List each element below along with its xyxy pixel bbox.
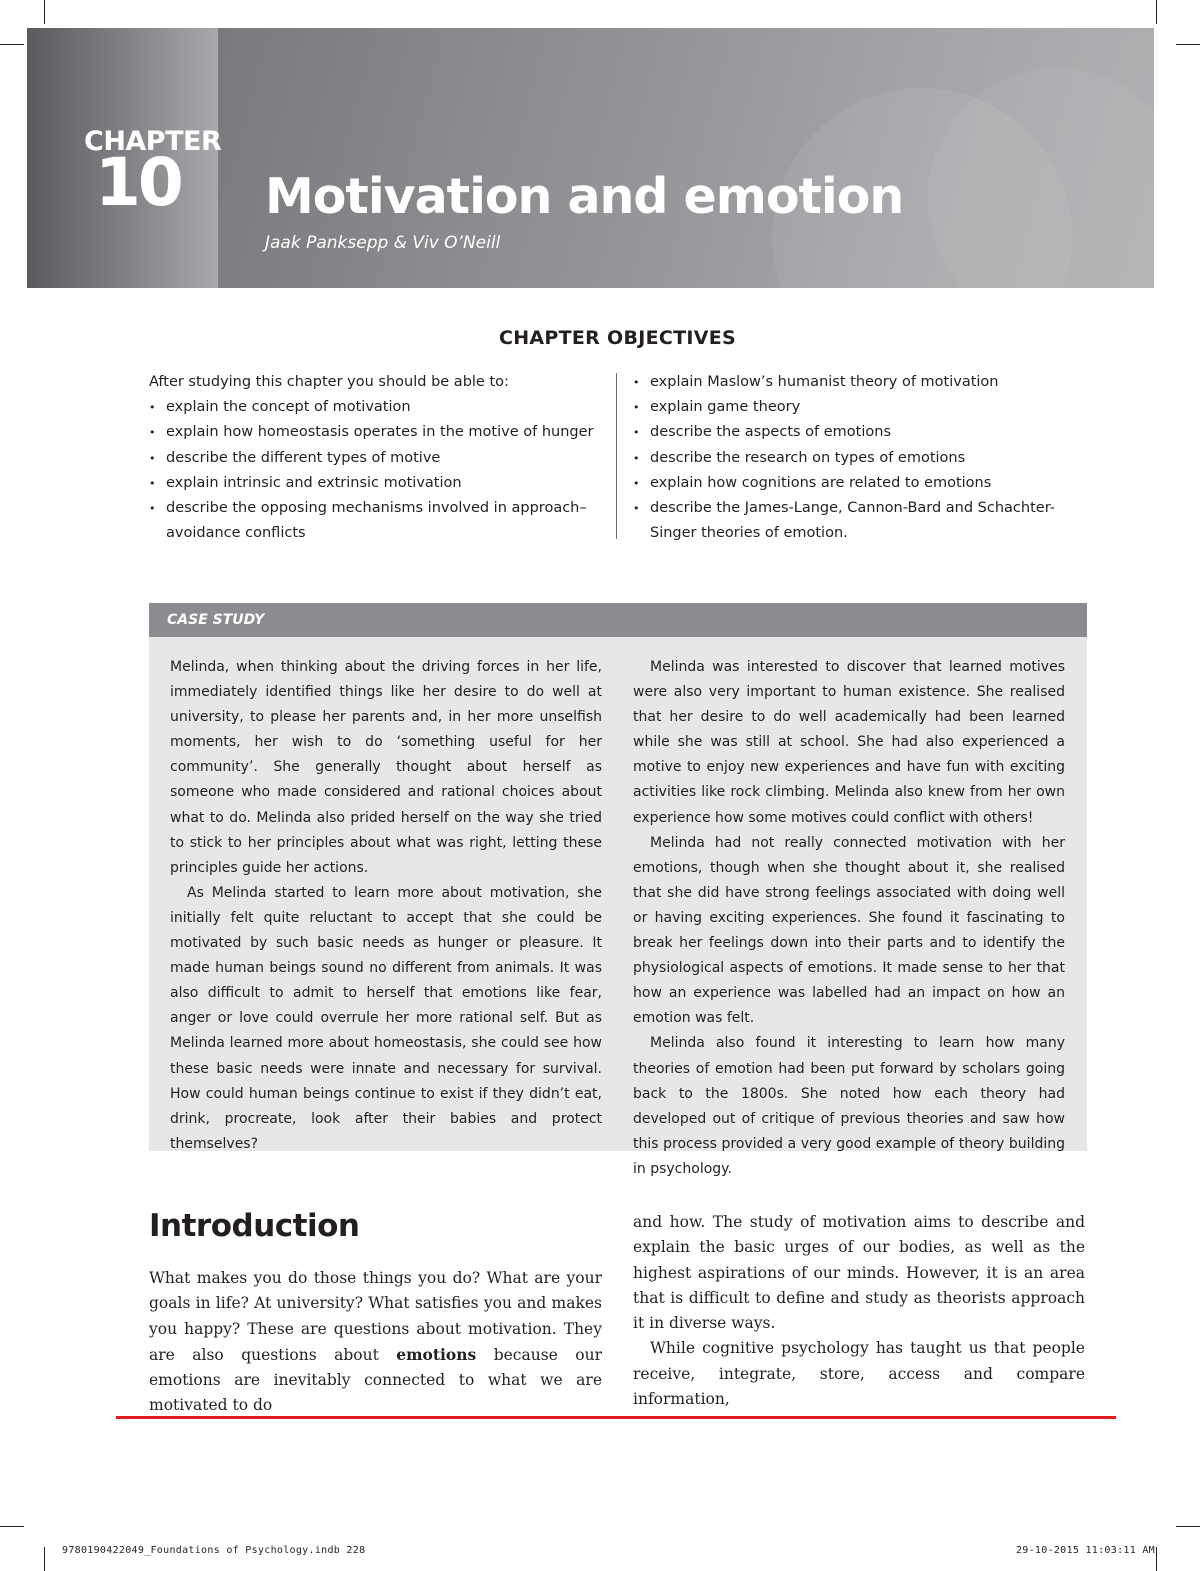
objectives-heading: CHAPTER OBJECTIVES xyxy=(498,327,737,349)
introduction-left-column xyxy=(149,1266,602,1419)
column-divider xyxy=(616,373,617,539)
objective-item: • explain intrinsic and extrinsic motivation xyxy=(149,471,599,496)
objective-item: • explain Maslow’s humanist theory of motivation xyxy=(633,370,1093,395)
file-slug: 9780190422049_Foundations of Psychology.indb 228 xyxy=(62,1545,366,1556)
case-paragraph: Melinda had not really connected motivation with her emotions, though when she thought about it, she realised that she did have strong feelings associated with doing well or having exciting experiences. She found it fascinating to break her feelings down into their parts and to identify the physiological aspects of emotions. It made sense to her that how an experience was labelled had an impact on how an emotion was felt. xyxy=(633,834,1065,1027)
objective-item: • explain how cognitions are related to emotions xyxy=(633,471,1093,496)
crop-mark xyxy=(1176,1526,1200,1527)
objective-item: • explain game theory xyxy=(633,395,1093,420)
chapter-title: Motivation and emotion xyxy=(265,168,904,225)
case-paragraph: As Melinda started to learn more about motivation, she initially felt quite reluctant to accept that she could be motivated by such basic needs as hunger or pleasure. It made human beings sound no different from animals. It was also difficult to admit to herself that emotions like fear, anger or love could overrule her more rational self. But as Melinda learned more about homeostasis, she could see how these basic needs were innate and necessary for survival. How could human beings continue to exist if they didn’t eat, drink, procreate, look after their babies and protect themselves? xyxy=(170,884,602,1152)
objectives-list-right xyxy=(633,370,1093,546)
intro-paragraph: and how. The study of motivation aims to describe and explain the basic urges of our bodies, as well as the highest aspirations of our minds. However, it is an area that is difficult to define and study as theorists approach it in diverse ways. xyxy=(633,1213,1085,1333)
chapter-banner xyxy=(27,28,1154,288)
crop-mark xyxy=(1156,0,1157,24)
objective-item: • describe the opposing mechanisms involved in approach–avoidance conflicts xyxy=(149,496,599,546)
objectives-left-column xyxy=(149,370,599,546)
objectives-intro: After studying this chapter you should be able to: xyxy=(149,374,509,390)
objective-item: • explain how homeostasis operates in the motive of hunger xyxy=(149,420,599,445)
objective-item: • explain the concept of motivation xyxy=(149,395,599,420)
crop-mark xyxy=(44,1547,45,1571)
intro-paragraph xyxy=(149,1266,602,1419)
intro-text: What makes you do those things you do? What are your goals in life? At university? What satisfies you and makes you happy? These are questions about motivation. They are also questions about xyxy=(149,1269,602,1364)
crop-mark xyxy=(1176,44,1200,45)
case-study-header xyxy=(149,603,1087,637)
case-paragraph: Melinda was interested to discover that learned motives were also very important to human existence. She realised that her desire to do well academically had been learned while she was still at school. She had also experienced a motive to enjoy new experiences and have fun with exciting activities like rock climbing. Melinda also knew from her own experience how some motives could conflict with others! xyxy=(633,659,1065,826)
chapter-authors: Jaak Panksepp & Viv O’Neill xyxy=(265,233,501,253)
objective-item: • describe the James-Lange, Cannon-Bard and Schachter-Singer theories of emotion. xyxy=(633,496,1093,546)
crop-mark xyxy=(44,0,45,24)
page-bottom-rule xyxy=(116,1416,1116,1419)
crop-mark xyxy=(0,1526,24,1527)
case-paragraph: Melinda, when thinking about the driving forces in her life, immediately identified things like her desire to do well at university, to please her parents and, in her more unselfish moments, her wish to do ‘something useful for her community’. She generally thought about herself as someone who made considered and rational choices about what to do. Melinda also prided herself on the way she tried to stick to her principles about what was right, letting these principles guide her actions. xyxy=(170,659,602,876)
introduction-heading: Introduction xyxy=(149,1208,360,1244)
chapter-label: CHAPTER xyxy=(84,126,222,157)
case-study-label: CASE STUDY xyxy=(167,612,265,628)
timestamp-slug: 29-10-2015 11:03:11 AM xyxy=(1015,1545,1155,1556)
key-term: emotions xyxy=(396,1344,477,1364)
crop-mark xyxy=(0,44,24,45)
objective-item: • describe the aspects of emotions xyxy=(633,420,1093,445)
crop-mark xyxy=(1156,1547,1157,1571)
intro-text: because our emotions are inevitably connected to what we are motivated to do xyxy=(149,1345,602,1415)
intro-paragraph: While cognitive psychology has taught us that people receive, integrate, store, access and compare information, xyxy=(633,1339,1085,1409)
chapter-number: 10 xyxy=(95,144,181,221)
introduction-right-column xyxy=(633,1210,1085,1412)
case-study-left-column xyxy=(170,655,602,1157)
objectives-list-left xyxy=(149,395,599,546)
objectives-right-column xyxy=(633,370,1093,546)
case-study-right-column xyxy=(633,655,1065,1182)
objective-item: • describe the research on types of emotions xyxy=(633,446,1093,471)
case-paragraph: Melinda also found it interesting to learn how many theories of emotion had been put forward by scholars going back to the 1800s. She noted how each theory had developed out of critique of previous theories and saw how this process provided a very good example of theory building in psychology. xyxy=(633,1035,1065,1177)
objective-item: • describe the different types of motive xyxy=(149,446,599,471)
